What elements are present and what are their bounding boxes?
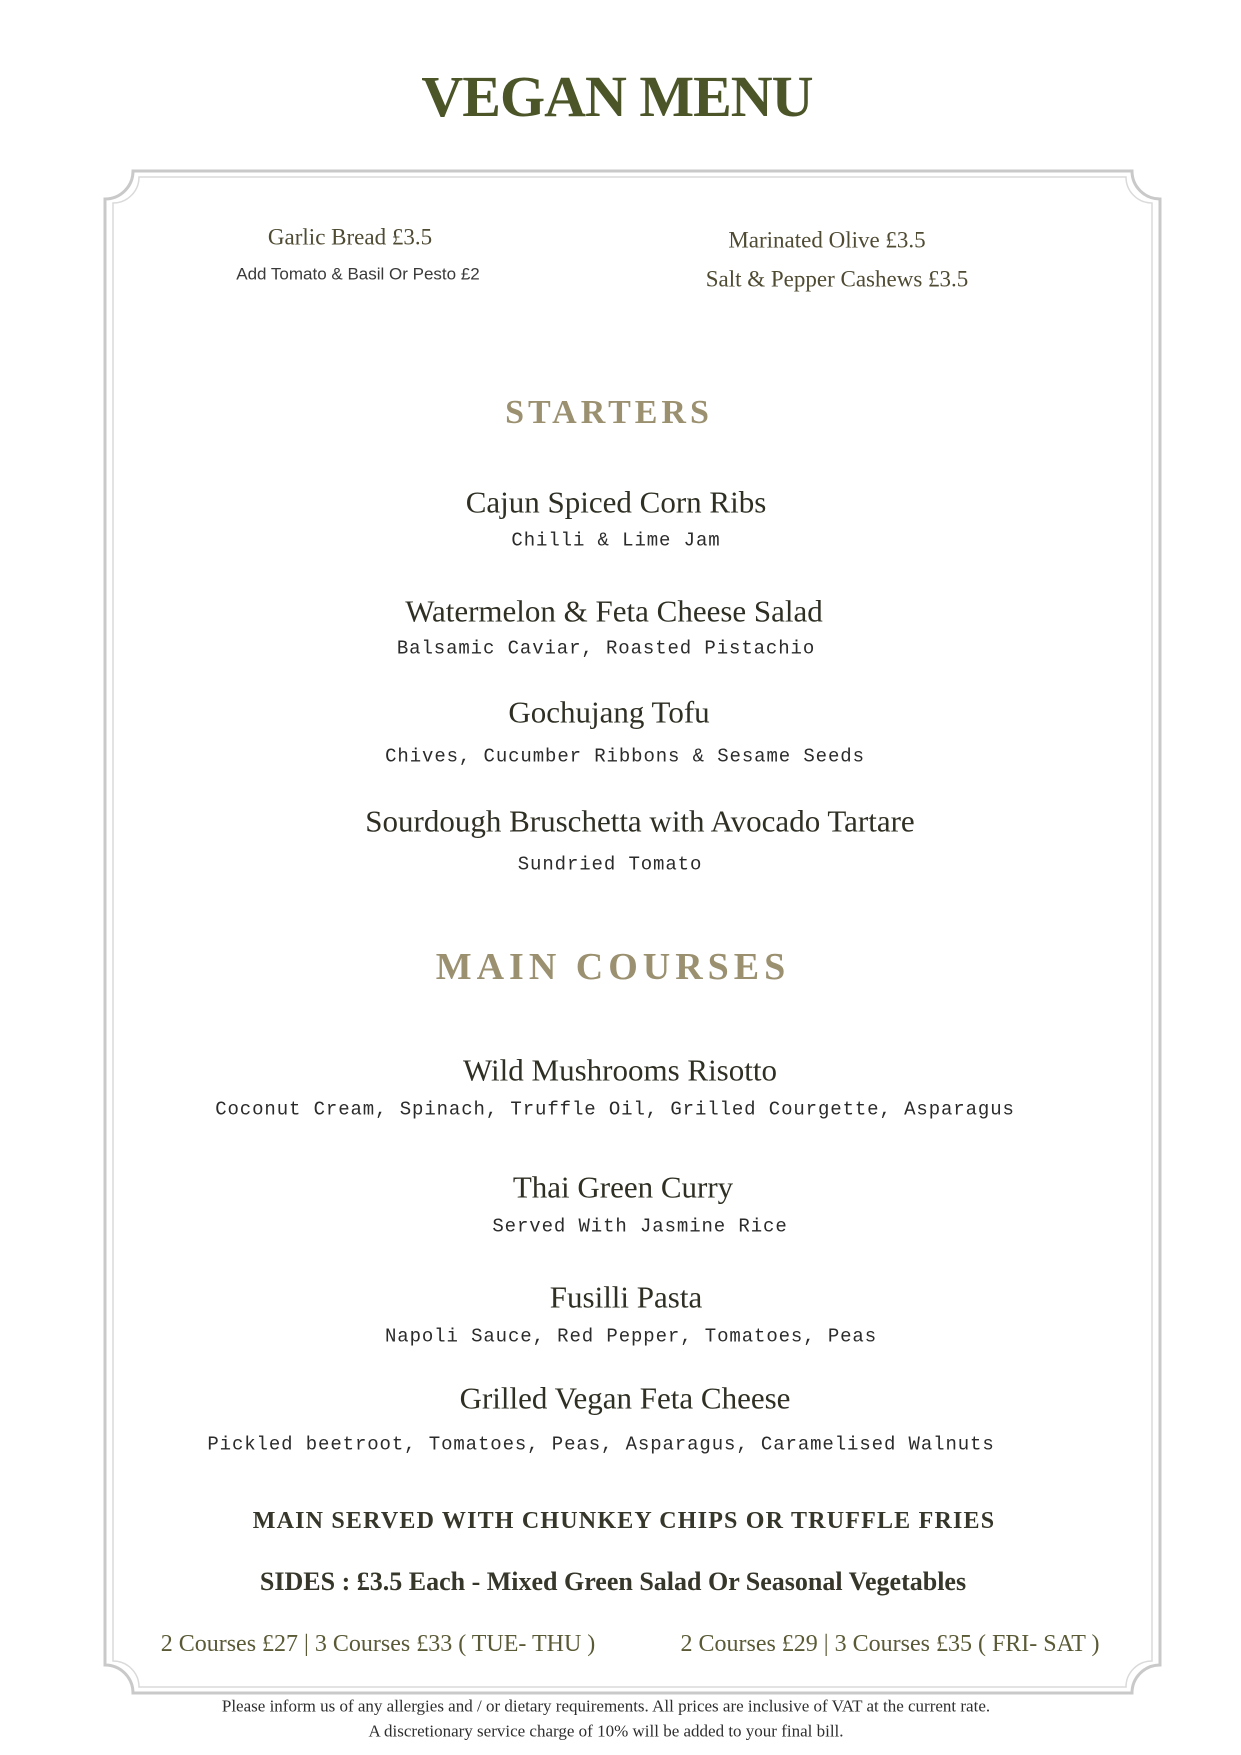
nibble-garlic-bread: Garlic Bread £3.5 — [267, 224, 433, 250]
main-course-description: Pickled beetroot, Tomatoes, Peas, Asparagus, Caramelised Walnuts — [207, 1433, 995, 1456]
service-charge-notice: A discretionary service charge of 10% will be added to your final bill. — [368, 1721, 844, 1741]
main-course-name: Thai Green Curry — [512, 1169, 734, 1205]
starter-description: Balsamic Caviar, Roasted Pistachio — [396, 637, 816, 660]
main-course-description: Coconut Cream, Spinach, Truffle Oil, Grilled Courgette, Asparagus — [215, 1098, 1015, 1121]
starters-heading: STARTERS — [505, 394, 713, 431]
nibble-salt-pepper-cashews: Salt & Pepper Cashews £3.5 — [705, 266, 969, 292]
menu-title: VEGAN MENU — [421, 64, 813, 129]
allergy-notice: Please inform us of any allergies and / or dietary requirements. All prices are inclusive of VAT at the current rate. — [221, 1696, 991, 1716]
set-price-weekend: 2 Courses £29 | 3 Courses £35 ( FRI- SAT ) — [680, 1631, 1100, 1657]
starter-description: Sundried Tomato — [517, 853, 703, 876]
nibble-marinated-olive: Marinated Olive £3.5 — [728, 227, 926, 253]
main-courses-heading: MAIN COURSES — [435, 946, 791, 988]
main-course-description: Served With Jasmine Rice — [492, 1215, 788, 1238]
set-price-weekday: 2 Courses £27 | 3 Courses £33 ( TUE- THU ) — [160, 1631, 596, 1657]
starter-name: Watermelon & Feta Cheese Salad — [405, 593, 823, 629]
starter-name: Sourdough Bruschetta with Avocado Tartare — [365, 803, 915, 839]
starter-name: Gochujang Tofu — [508, 694, 710, 730]
main-course-name: Wild Mushrooms Risotto — [463, 1052, 777, 1088]
sides-note: SIDES : £3.5 Each - Mixed Green Salad Or Seasonal Vegetables — [259, 1567, 967, 1596]
main-course-description: Napoli Sauce, Red Pepper, Tomatoes, Peas — [384, 1325, 878, 1348]
mains-served-with-note: MAIN SERVED WITH CHUNKEY CHIPS OR TRUFFLE FRIES — [252, 1508, 996, 1534]
nibble-garlic-bread-addon: Add Tomato & Basil Or Pesto £2 — [236, 264, 480, 284]
main-course-name: Grilled Vegan Feta Cheese — [459, 1380, 791, 1416]
starter-name: Cajun Spiced Corn Ribs — [465, 484, 767, 520]
main-course-name: Fusilli Pasta — [549, 1279, 703, 1315]
starter-description: Chives, Cucumber Ribbons & Sesame Seeds — [385, 745, 865, 768]
starter-description: Chilli & Lime Jam — [511, 529, 721, 552]
